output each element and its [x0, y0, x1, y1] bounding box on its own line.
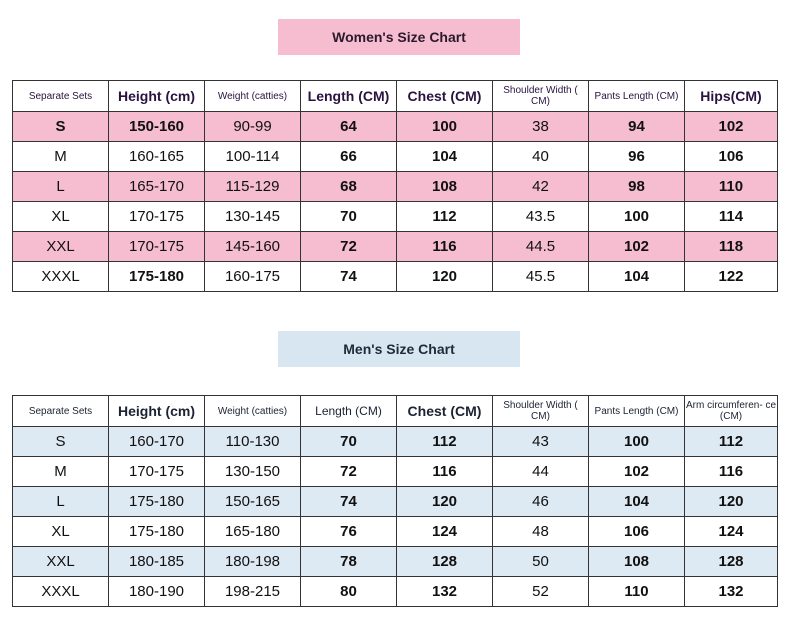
pants-length-cell: 102 — [589, 232, 685, 262]
arm-circumference-cell: 116 — [685, 457, 778, 487]
size-cell: XL — [13, 517, 109, 547]
arm-circumference-cell: 124 — [685, 517, 778, 547]
size-cell: XXXL — [13, 577, 109, 607]
chest-cell: 116 — [397, 457, 493, 487]
col-header-length: Length (CM) — [301, 81, 397, 112]
table-header-row — [13, 396, 778, 427]
table-row — [13, 262, 778, 292]
shoulder-cell: 40 — [493, 142, 589, 172]
pants-length-cell: 106 — [589, 517, 685, 547]
pants-length-cell: 104 — [589, 487, 685, 517]
size-cell: L — [13, 172, 109, 202]
length-cell: 74 — [301, 487, 397, 517]
length-cell: 74 — [301, 262, 397, 292]
height-cell: 180-190 — [109, 577, 205, 607]
chest-cell: 120 — [397, 487, 493, 517]
table-header-row — [13, 81, 778, 112]
shoulder-cell: 45.5 — [493, 262, 589, 292]
height-cell: 170-175 — [109, 202, 205, 232]
pants-length-cell: 96 — [589, 142, 685, 172]
size-cell: S — [13, 112, 109, 142]
table-row — [13, 112, 778, 142]
shoulder-cell: 50 — [493, 547, 589, 577]
size-cell: L — [13, 487, 109, 517]
table-row — [13, 427, 778, 457]
height-cell: 170-175 — [109, 232, 205, 262]
col-header-chest: Chest (CM) — [397, 396, 493, 427]
shoulder-cell: 52 — [493, 577, 589, 607]
shoulder-cell: 46 — [493, 487, 589, 517]
col-header-chest: Chest (CM) — [397, 81, 493, 112]
col-header-hips: Hips(CM) — [685, 81, 778, 112]
length-cell: 72 — [301, 457, 397, 487]
col-header-arm-circumference: Arm circumferen- ce (CM) — [685, 396, 778, 427]
chest-cell: 124 — [397, 517, 493, 547]
pants-length-cell: 110 — [589, 577, 685, 607]
height-cell: 170-175 — [109, 457, 205, 487]
table-row — [13, 457, 778, 487]
chest-cell: 132 — [397, 577, 493, 607]
chest-cell: 116 — [397, 232, 493, 262]
col-header-weight: Weight (catties) — [205, 396, 301, 427]
weight-cell: 115-129 — [205, 172, 301, 202]
col-header-pants-length: Pants Length (CM) — [589, 396, 685, 427]
length-cell: 80 — [301, 577, 397, 607]
hips-cell: 114 — [685, 202, 778, 232]
hips-cell: 106 — [685, 142, 778, 172]
shoulder-cell: 48 — [493, 517, 589, 547]
hips-cell: 122 — [685, 262, 778, 292]
height-cell: 150-160 — [109, 112, 205, 142]
weight-cell: 100-114 — [205, 142, 301, 172]
size-cell: XL — [13, 202, 109, 232]
col-header-separate-sets: Separate Sets — [13, 81, 109, 112]
chest-cell: 128 — [397, 547, 493, 577]
pants-length-cell: 100 — [589, 202, 685, 232]
pants-length-cell: 102 — [589, 457, 685, 487]
table-row — [13, 172, 778, 202]
height-cell: 165-170 — [109, 172, 205, 202]
weight-cell: 145-160 — [205, 232, 301, 262]
women-size-chart-title: Women's Size Chart — [278, 19, 520, 55]
length-cell: 70 — [301, 427, 397, 457]
col-header-height: Height (cm) — [109, 81, 205, 112]
length-cell: 68 — [301, 172, 397, 202]
chest-cell: 120 — [397, 262, 493, 292]
pants-length-cell: 108 — [589, 547, 685, 577]
col-header-shoulder-width: Shoulder Width ( CM) — [493, 81, 589, 112]
chest-cell: 112 — [397, 427, 493, 457]
length-cell: 66 — [301, 142, 397, 172]
col-header-shoulder-width: Shoulder Width ( CM) — [493, 396, 589, 427]
weight-cell: 165-180 — [205, 517, 301, 547]
chest-cell: 112 — [397, 202, 493, 232]
arm-circumference-cell: 132 — [685, 577, 778, 607]
shoulder-cell: 44.5 — [493, 232, 589, 262]
height-cell: 175-180 — [109, 487, 205, 517]
col-header-height: Height (cm) — [109, 396, 205, 427]
pants-length-cell: 104 — [589, 262, 685, 292]
table-row — [13, 142, 778, 172]
chest-cell: 108 — [397, 172, 493, 202]
pants-length-cell: 100 — [589, 427, 685, 457]
height-cell: 175-180 — [109, 517, 205, 547]
col-header-length: Length (CM) — [301, 396, 397, 427]
table-row — [13, 487, 778, 517]
hips-cell: 110 — [685, 172, 778, 202]
shoulder-cell: 43.5 — [493, 202, 589, 232]
weight-cell: 160-175 — [205, 262, 301, 292]
shoulder-cell: 42 — [493, 172, 589, 202]
shoulder-cell: 38 — [493, 112, 589, 142]
table-row — [13, 517, 778, 547]
men-size-table — [12, 395, 778, 607]
weight-cell: 90-99 — [205, 112, 301, 142]
table-row — [13, 202, 778, 232]
length-cell: 78 — [301, 547, 397, 577]
arm-circumference-cell: 128 — [685, 547, 778, 577]
height-cell: 180-185 — [109, 547, 205, 577]
shoulder-cell: 43 — [493, 427, 589, 457]
height-cell: 175-180 — [109, 262, 205, 292]
col-header-pants-length: Pants Length (CM) — [589, 81, 685, 112]
size-cell: M — [13, 457, 109, 487]
height-cell: 160-165 — [109, 142, 205, 172]
arm-circumference-cell: 112 — [685, 427, 778, 457]
hips-cell: 102 — [685, 112, 778, 142]
weight-cell: 198-215 — [205, 577, 301, 607]
men-size-chart-title: Men's Size Chart — [278, 331, 520, 367]
size-cell: XXXL — [13, 262, 109, 292]
pants-length-cell: 98 — [589, 172, 685, 202]
length-cell: 64 — [301, 112, 397, 142]
col-header-weight: Weight (catties) — [205, 81, 301, 112]
size-cell: M — [13, 142, 109, 172]
table-row — [13, 232, 778, 262]
table-row — [13, 577, 778, 607]
length-cell: 70 — [301, 202, 397, 232]
height-cell: 160-170 — [109, 427, 205, 457]
length-cell: 76 — [301, 517, 397, 547]
length-cell: 72 — [301, 232, 397, 262]
chest-cell: 100 — [397, 112, 493, 142]
size-cell: XXL — [13, 547, 109, 577]
table-row — [13, 547, 778, 577]
weight-cell: 110-130 — [205, 427, 301, 457]
weight-cell: 150-165 — [205, 487, 301, 517]
weight-cell: 130-150 — [205, 457, 301, 487]
pants-length-cell: 94 — [589, 112, 685, 142]
arm-circumference-cell: 120 — [685, 487, 778, 517]
weight-cell: 130-145 — [205, 202, 301, 232]
shoulder-cell: 44 — [493, 457, 589, 487]
weight-cell: 180-198 — [205, 547, 301, 577]
size-cell: XXL — [13, 232, 109, 262]
size-cell: S — [13, 427, 109, 457]
hips-cell: 118 — [685, 232, 778, 262]
chest-cell: 104 — [397, 142, 493, 172]
col-header-separate-sets: Separate Sets — [13, 396, 109, 427]
women-size-table — [12, 80, 778, 292]
